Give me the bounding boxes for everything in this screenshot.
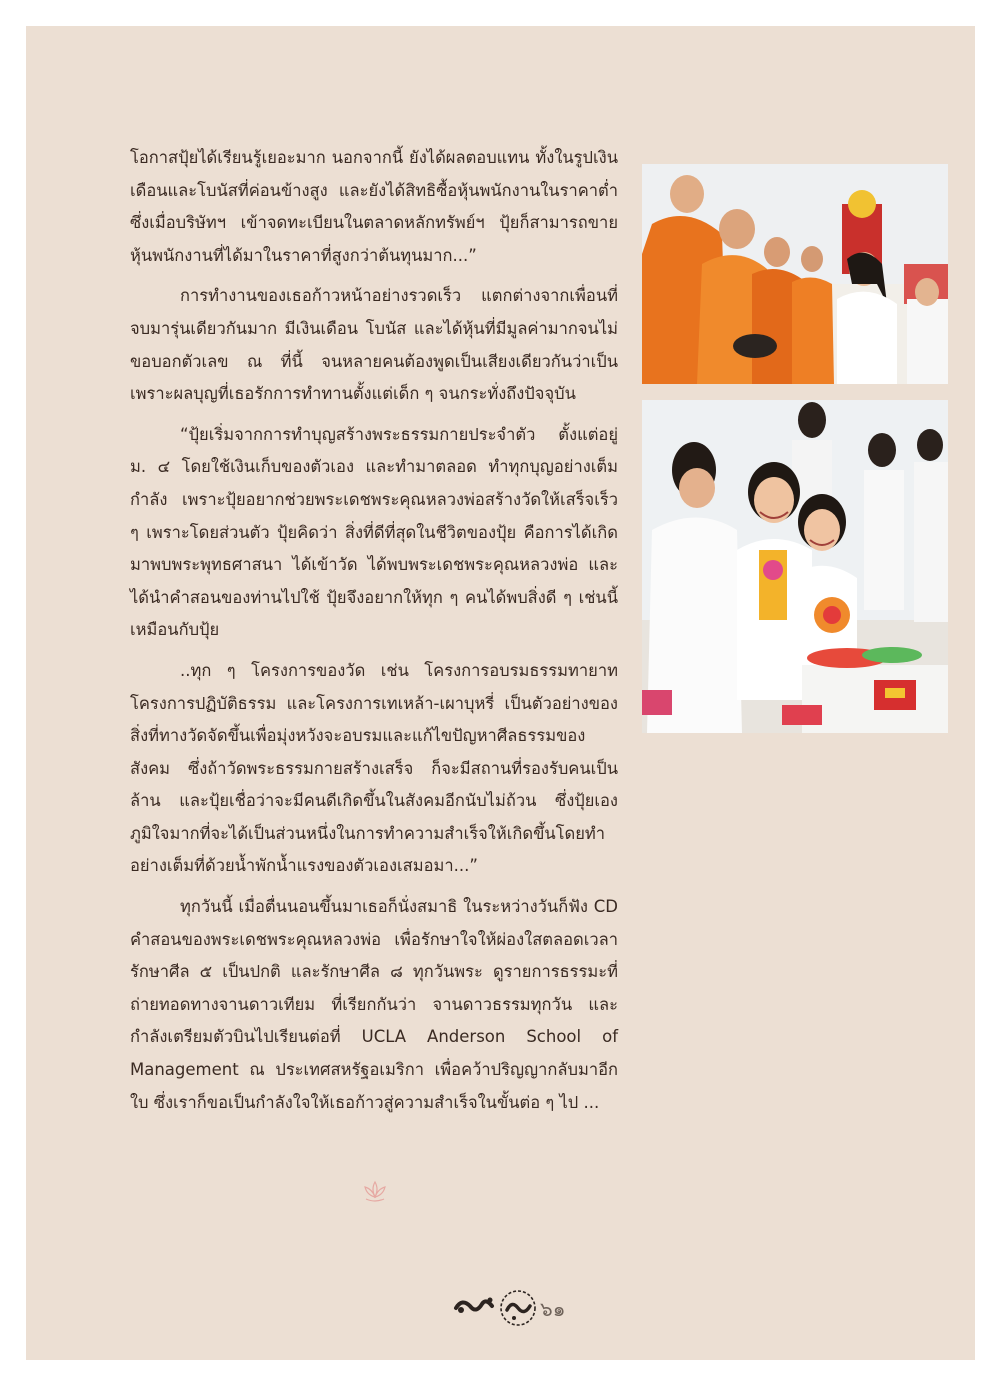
paragraph-1: โอกาสปุ้ยได้เรียนรู้เยอะมาก นอกจากนี้ ยังได้ผลตอบแทน ทั้งในรูปเงินเดือนและโบนัสที่ค่อนข้างสูง และยังได้สิทธิซื้อหุ้นพนักงานในราคาต่ำ ซึ่งเมื่อบริษัทฯ เข้าจดทะเบียนในตลาดหลักทรัพย์ฯ ปุ้ยก็สามารถขายหุ้นพนักงานที่ได้มาในราคาที่สูงกว่าต้นทุนมาก...” bbox=[130, 148, 618, 265]
lotus-icon bbox=[362, 1179, 388, 1203]
paragraph-5: ทุกวันนี้ เมื่อตื่นนอนขึ้นมาเธอก็นั่งสมาธิ ในระหว่างวันก็ฟัง CD คำสอนของพระเดชพระคุณหลวงพ่อ เพื่อรักษาใจให้ผ่องใสตลอดเวลา รักษาศีล ๕ เป็นปกติ และรักษาศีล ๘ ทุกวันพระ ดูรายการธรรมะที่ถ่ายทอดทางจานดาวเทียม ที่เรียกกันว่า จานดาวธรรมทุกวัน และกำลังเตรียมตัวบินไปเรียนต่อที่ UCLA Anderson School of Management ณ ประเทศสหรัฐอเมริกา เพื่อคว้าปริญญากลับมาอีกใบ ซึ่งเราก็ขอเป็นกำลังใจให้เธอก้าวสู่ความสำเร็จในขั้นต่อ ๆ ไป ... bbox=[130, 897, 618, 1112]
photo-monks-alms bbox=[642, 164, 948, 384]
paragraph-3: “ปุ้ยเริ่มจากการทำบุญสร้างพระธรรมกายประจำตัว ตั้งแต่อยู่ ม. ๔ โดยใช้เงินเก็บของตัวเอง และทำมาตลอด ทำทุกบุญอย่างเต็มกำลัง เพราะปุ้ยอยากช่วยพระเดชพระคุณหลวงพ่อสร้างวัดให้เสร็จเร็ว ๆ เพราะโดยส่วนตัว ปุ้ยคิดว่า สิ่งที่ดีที่สุดในชีวิตของปุ้ย คือการได้เกิดมาพบพระพุทธศาสนา ได้เข้าวัด ได้พบพระเดชพระคุณหลวงพ่อ และได้นำคำสอนของท่านไปใช้ ปุ้ยจึงอยากให้ทุก ๆ คนได้พบสิ่งดี ๆ เช่นนี้เหมือนกับปุ้ย bbox=[130, 424, 618, 640]
article-body bbox=[130, 142, 618, 1127]
publication-logo bbox=[452, 1286, 550, 1330]
paragraph-2: การทำงานของเธอก้าวหน้าอย่างรวดเร็ว แตกต่างจากเพื่อนที่จบมารุ่นเดียวกันมาก มีเงินเดือน โบนัส และได้หุ้นที่มีมูลค่ามากจนไม่ขอบอกตัวเลข ณ ที่นี้ จนหลายคนต้องพูดเป็นเสียงเดียวกันว่าเป็นเพราะผลบุญที่เธอรักการทำทานตั้งแต่เด็ก ๆ จนกระทั่งถึงปัจจุบัน bbox=[130, 286, 618, 404]
paragraph-4: ..ทุก ๆ โครงการของวัด เช่น โครงการอบรมธรรมทายาท โครงการปฏิบัติธรรม และโครงการเทเหล้า-เผาบุหรี่ เป็นตัวอย่างของสิ่งที่ทางวัดจัดขึ้นเพื่อมุ่งหวังจะอบรมและแก้ไขปัญหาศีลธรรมของสังคม ซึ่งถ้าวัดพระธรรมกายสร้างเสร็จ ก็จะมีสถานที่รองรับคนเป็นล้าน และปุ้ยเชื่อว่าจะมีคนดีเกิดขึ้นในสังคมอีกนับไม่ถ้วน ซึ่งปุ้ยเองภูมิใจมากที่จะได้เป็นส่วนหนึ่งในการทำความสำเร็จให้เกิดขึ้นโดยทำอย่างเต็มที่ด้วยน้ำพักน้ำแรงของตัวเองเสมอมา...” bbox=[130, 660, 618, 876]
page bbox=[26, 26, 975, 1360]
photo-volunteers bbox=[642, 400, 948, 733]
page-number: ๖๑ bbox=[540, 1297, 566, 1321]
